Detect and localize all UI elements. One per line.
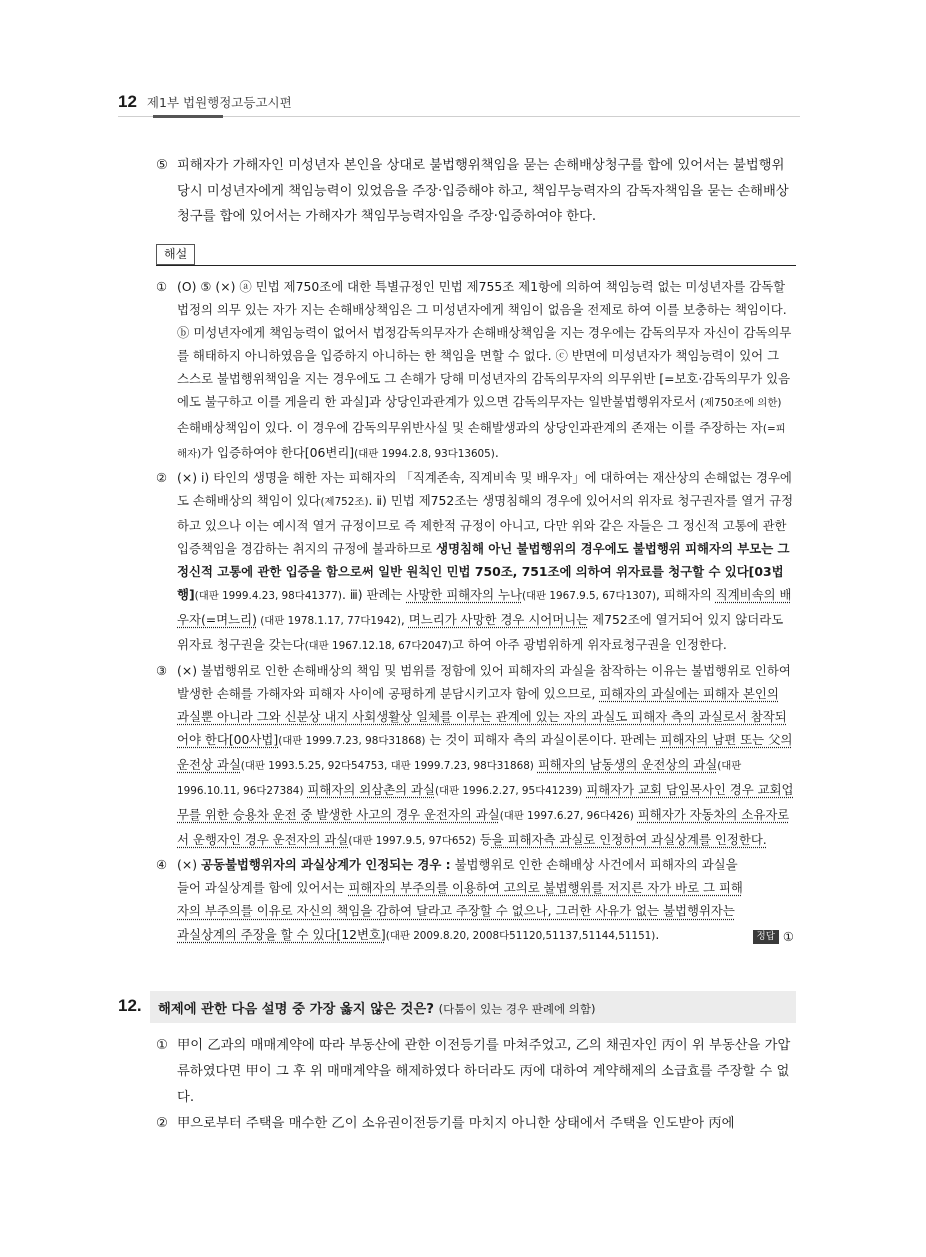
- option-marker: ⑤: [156, 158, 168, 173]
- explanation-text: 는 것이 피해자 측의 과실이론이다. 판례는: [425, 731, 661, 747]
- citation: (대판 1994.2.8, 93다13605): [354, 447, 495, 460]
- explanation-item-2: [156, 466, 794, 659]
- explanation-text: 손해배상책임이 있다. 이 경우에 감독의무위반사실 및 손해발생과의 상당인과관계의 존재는 이를 주장하는 자: [177, 419, 763, 435]
- previous-option-5: [156, 153, 796, 230]
- page-number: 12: [118, 92, 137, 111]
- explanation-text: 불법행위로 인한 손해배상 사건에서 피해자의 과실을 들어 과실상계를 함에 있어서는: [177, 857, 738, 896]
- answer-badge: 정답: [753, 930, 779, 944]
- underlined-text: 사망한 피해자의 누나: [406, 587, 522, 603]
- emphasis-text: 생명침해 아닌 불법행위의 경우에도 불법행위 피해자의 부모는 그 정신적 고통에 관한 입증을 함으로써 일반 원칙인 민법 750조, 751조에 의하여 위자료를 청구할 수 있다[03법행]: [177, 541, 790, 603]
- option-text: 甲이 乙과의 매매계약에 따라 부동산에 관한 이전등기를 마쳐주었고, 乙의 채권자인 丙이 위 부동산을 가압류하였다면 甲이 그 후 위 매매계약을 해제하였다 하더라도 丙에 대하여 계약해제의 소급효를 주장할 수 없다.: [177, 1038, 791, 1105]
- question-stem: [158, 998, 596, 1017]
- explanation-label: 해설: [156, 244, 195, 265]
- underlined-text: 피해자의 부주의를 이용하여 고의로 불법행위를 저지른 자가 바로 그 피해자의 부주의를 이유로 자신의 책임을 감하여 달라고 주장할 수 없으나, 그러한 사유가 없는 불법행위자는 과실상계의 주장을 할 수 있다[12변호]: [177, 880, 743, 942]
- citation: (대판 1996.2.27, 95다41239): [435, 784, 583, 797]
- citation: (제752조): [320, 495, 369, 508]
- explanation-text: 등: [475, 832, 492, 848]
- explanation-text: .: [494, 444, 499, 460]
- citation: (대판 1999.7.23, 98다31868): [278, 734, 426, 747]
- explanation-section: [156, 275, 794, 948]
- citation: (대판 2009.8.20, 2008다51120,51137,51144,51151): [385, 929, 656, 942]
- underlined-text: 며느리가 사망한 경우 시어머니는: [408, 612, 589, 628]
- underlined-text: 을 피해자측 과실로 인정하여 과실상계를 인정한다.: [491, 832, 767, 848]
- question-number: 12.: [118, 996, 142, 1015]
- option-text: 피해자가 가해자인 미성년자 본인을 상대로 불법행위책임을 묻는 손해배상청구를 합에 있어서는 불법행위 당시 미성년자에게 책임능력이 있었음을 주장·입증해야 하고, 책임무능력자의 감독자책임을 묻는 손해배상청구를 합에 있어서는 가해자가 책임무능력자임을 주장·입증하여야 한다.: [177, 158, 789, 224]
- explanation-text: (×) 불법행위로 인한 손해배상의 책임 및 범위를 정함에 있어 피해자의 과실을 참작하는 이유는 불법행위로 인하여 발생한 손해를 가해자와 피해자 사이에 공평하게 분담시키고자 함에 있으므로,: [177, 662, 791, 701]
- explanation-marker: ①: [156, 279, 168, 294]
- explanation-text: (×): [177, 857, 201, 873]
- underlined-text: 피해자의 남동생의 운전상의 과실: [537, 756, 718, 772]
- emphasis-text: 공동불법행위자의 과실상계가 인정되는 경우 :: [201, 857, 451, 873]
- explanation-item-3: [156, 659, 794, 854]
- citation: (제750조에 의한): [700, 397, 782, 410]
- citation: (대판 1997.6.27, 96다426): [499, 810, 634, 823]
- underlined-text: 피해자의 외삼촌의 과실: [307, 781, 435, 797]
- explanation-text: ,: [400, 612, 409, 628]
- citation: (대판 1993.5.25, 92다54753, 대판 1999.7.23, 98다31868): [240, 759, 534, 772]
- explanation-text: 가 입증하여야 한다[06변리]: [201, 444, 355, 460]
- explanation-text: .: [655, 926, 660, 942]
- citation: (대판 1997.9.5, 97다652): [348, 835, 476, 848]
- explanation-text: , 피해자의: [656, 587, 716, 603]
- option-marker: ①: [156, 1038, 168, 1053]
- underlined-text: 피해자의 과실에는 피해자 본인의 과실뿐 아니라 그와 신분상 내지 사회생활상 일체를 이루는 관계에 있는 자의 과실도 피해자 측의 과실로서 참작되어야 한다[00사법]: [177, 685, 787, 747]
- explanation-text: 제752조에 열거되어 있지 않더라도 위자료 청구권을 갖는다: [177, 612, 784, 653]
- header-accent-bar: [153, 115, 223, 118]
- option-text: 甲으로부터 주택을 매수한 乙이 소유권이전등기를 마치지 아니한 상태에서 주택을 인도받아 丙에: [177, 1116, 735, 1131]
- explanation-item-1: [156, 275, 794, 466]
- question-text: 해제에 관한 다음 설명 중 가장 옳지 않은 것은?: [158, 1002, 434, 1017]
- underlined-text: 피해자가 자동차의 소유자로서 운행자인 경우 운전자의 과실: [177, 807, 790, 848]
- explanation-text: (×) ⅰ) 타인의 생명을 해한 자는 피해자의 「직계존속, 직계비속 및 배우자」에 대하여는 재산상의 손해없는 경우에도 손해배상의 책임이 있다: [177, 469, 792, 508]
- option-marker: ②: [156, 1116, 168, 1131]
- explanation-text: . ⅱ) 민법 제752조는 생명침해의 경우에 있어서의 위자료 청구권자를 열거 규정하고 있으나 이는 예시적 열거 규정이므로 즉 제한적 규정이 아니고, 다만 위와 같은 자들은 그 정신적 고통에 관한 입증책임을 경감하는 취지의 규정에 불과하므로: [177, 492, 794, 557]
- section-title: 제1부 법원행정고등고시편: [146, 95, 292, 110]
- explanation-item-4: [156, 853, 794, 947]
- question-options: [156, 1033, 796, 1137]
- explanation-marker: ③: [156, 662, 168, 678]
- option-2: [156, 1111, 796, 1137]
- citation: (대판 1967.9.5, 67다1307): [521, 590, 657, 603]
- page-header: [118, 92, 292, 112]
- underlined-text: 피해자의 남편 또는 父의 운전상 과실: [177, 731, 793, 772]
- option-1: [156, 1033, 796, 1111]
- answer-value: ①: [782, 928, 794, 944]
- explanation-marker: ④: [156, 857, 168, 873]
- citation: (대판 1996.10.11, 96다27384): [177, 759, 742, 797]
- explanation-text: 고 하여 아주 광범위하게 위자료청구권을 인정한다.: [451, 637, 727, 653]
- underlined-text: 피해자가 교회 담임목사인 경우 교회업무를 위한 승용차 운전 중 발생한 사고의 경우 운전자의 과실: [177, 781, 794, 823]
- explanation-text: (O) ⑤ (×) ⓐ 민법 제750조에 대한 특별규정인 민법 제755조 제1항에 의하여 책임능력 없는 미성년자를 감독할 법정의 의무 있는 자가 지는 손해배상책임은 그 미성년자에게 책임이 없음을 전제로 하여 이를 보충하는 책임이다. ⓑ 미성년자에게 책임능력이 없어서 법정감독의무자가 손해배상책임을 지는 경우에는 감독의무자 자신이 감독의무를 해태하지 아니하였음을 입증하지 아니하는 한 책임을 면할 수 없다. ⓒ 반면에 미성년자가 책임능력이 있어 그 스스로 불법행위책임을 지는 경우에도 그 손해가 당해 미성년자의 감독의무자의 의무위반 [=보호·감독의무가 있음에도 불구하고 이를 게을리 한 과실]과 상당인과관계가 있으면 감독의무자는 일반불법행위자로서: [177, 279, 792, 410]
- citation: (=피해자): [177, 422, 786, 460]
- underlined-text: 직계비속의 배우자(=며느리): [177, 587, 792, 628]
- question-note: (다툼이 있는 경우 판례에 의함): [438, 1002, 596, 1016]
- citation: (대판 1999.4.23, 98다41377): [194, 590, 342, 603]
- explanation-label-row: [156, 243, 796, 266]
- explanation-text: . ⅲ) 판례는: [341, 587, 407, 603]
- citation: (대판 1978.1.17, 77다1942): [256, 615, 401, 628]
- citation: (대판 1967.12.18, 67다2047): [304, 640, 452, 653]
- answer-indicator: [753, 925, 794, 948]
- explanation-marker: ②: [156, 469, 168, 485]
